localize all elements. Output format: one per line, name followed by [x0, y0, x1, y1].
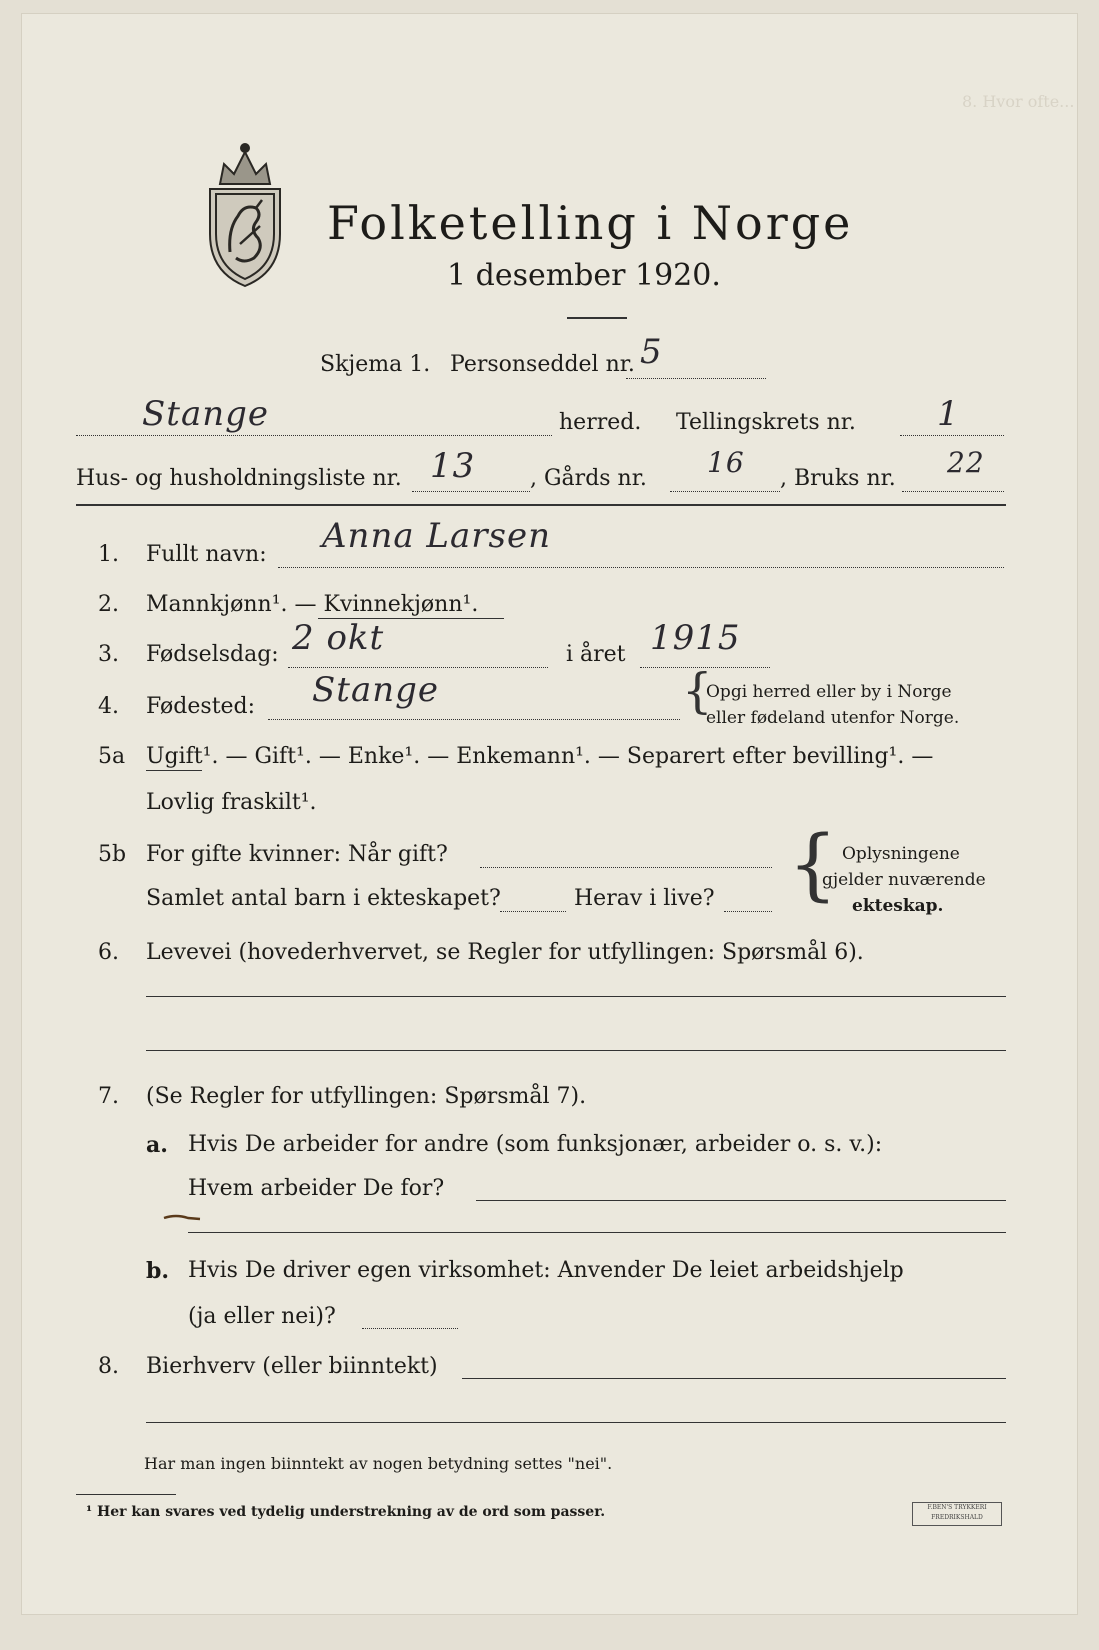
q7a-line-1: Hvis De arbeider for andre (som funksjonær, arbeider o. s. v.):: [188, 1132, 883, 1157]
q6-number: 6.: [98, 940, 119, 965]
q3-number: 3.: [98, 642, 119, 667]
q5b-label-3: Herav i live?: [574, 886, 715, 911]
printer-stamp-line-2: FREDRIKSHALD: [931, 1514, 983, 1521]
footer-note: Har man ingen biinntekt av nogen betydning settes "nei".: [144, 1454, 613, 1473]
krets-value[interactable]: 1: [937, 394, 960, 434]
q4-note-1: Opgi herred eller by i Norge: [706, 682, 952, 702]
q3-line: [288, 667, 548, 668]
q7-number: 7.: [98, 1084, 119, 1109]
q3-year-value[interactable]: 1915: [650, 618, 741, 658]
q4-label: Fødested:: [146, 694, 256, 719]
form-title: Folketelling i Norge: [327, 196, 854, 250]
gards-value[interactable]: 16: [707, 446, 745, 479]
q5b-line-2: [500, 911, 566, 912]
q4-number: 4.: [98, 694, 119, 719]
q6-line-2: [146, 1050, 1006, 1051]
krets-line: [900, 435, 1004, 436]
person-no-line: [626, 378, 766, 379]
q7b-answer-line: [362, 1328, 458, 1329]
q5b-line-1: [480, 867, 772, 868]
q3-label: Fødselsdag:: [146, 642, 279, 667]
q7b-line-2: (ja eller nei)?: [188, 1304, 336, 1329]
coat-of-arms-icon: [200, 134, 290, 294]
q7a-answer-line-2: [188, 1232, 1006, 1233]
q5a-number: 5a: [98, 744, 126, 769]
q1-line: [278, 567, 1004, 568]
q8-answer-line-2: [146, 1422, 1006, 1423]
q5b-number: 5b: [98, 842, 127, 867]
q1-label: Fullt navn:: [146, 542, 267, 567]
person-no-label: Personseddel nr.: [450, 352, 635, 377]
q5a-ugift-underline: [146, 770, 202, 771]
krets-label: Tellingskrets nr.: [676, 410, 856, 435]
q8-answer-line-1: [462, 1378, 1006, 1379]
q6-label: Levevei (hovederhvervet, se Regler for utfyllingen: Spørsmål 6).: [146, 940, 864, 965]
q6-line-1: [146, 996, 1006, 997]
q7a-number: a.: [146, 1132, 168, 1158]
q5b-note-2: gjelder nuværende: [822, 870, 986, 890]
printer-stamp-line-1: F.BEN'S TRYKKERI: [927, 1504, 987, 1511]
q1-value[interactable]: Anna Larsen: [322, 516, 551, 556]
q7a-answer-line-1: [476, 1200, 1006, 1201]
q5b-line-3: [724, 911, 772, 912]
census-date: 1 desember 1920.: [447, 258, 721, 293]
hus-label: Hus- og husholdningsliste nr.: [76, 466, 402, 491]
place-line: [76, 435, 552, 436]
hus-value[interactable]: 13: [430, 446, 476, 486]
q7b-number: b.: [146, 1258, 170, 1284]
header-separator: [76, 504, 1006, 506]
q7-label: (Se Regler for utfyllingen: Spørsmål 7).: [146, 1084, 587, 1109]
q7a-line-2: Hvem arbeider De for?: [188, 1176, 445, 1201]
q5b-brace: {: [788, 820, 838, 910]
bruks-line: [902, 491, 1004, 492]
title-rule: [567, 317, 627, 319]
hus-line: [412, 491, 530, 492]
q4-note-2: eller fødeland utenfor Norge.: [706, 708, 960, 728]
bleed-through-text: 8. Hvor ofte...: [962, 92, 1075, 111]
q5b-label-1: For gifte kvinner: Når gift?: [146, 842, 448, 867]
q5a-line-1: Ugift¹. — Gift¹. — Enke¹. — Enkemann¹. — Separert efter bevilling¹. —: [146, 744, 934, 769]
bruks-value[interactable]: 22: [947, 446, 985, 479]
q8-number: 8.: [98, 1354, 119, 1379]
form-prefix: Skjema 1.: [320, 352, 431, 377]
footnote-rule: [76, 1494, 176, 1495]
q2-number: 2.: [98, 592, 119, 617]
q3-year-label: i året: [566, 642, 626, 667]
pencil-dash-mark: [162, 1210, 202, 1224]
gards-line: [670, 491, 780, 492]
q4-value[interactable]: Stange: [312, 670, 440, 710]
q4-brace: {: [682, 663, 713, 719]
q5b-note-1: Oplysningene: [842, 844, 960, 864]
person-no-value[interactable]: 5: [640, 332, 663, 372]
printer-stamp: [912, 1502, 1002, 1526]
census-form-page: [22, 14, 1077, 1614]
q5b-note-3: ekteskap.: [852, 896, 944, 916]
q1-number: 1.: [98, 542, 119, 567]
herred-label: herred.: [559, 410, 642, 435]
place-value[interactable]: Stange: [142, 394, 270, 434]
gards-label: , Gårds nr.: [530, 466, 647, 491]
q7b-line-1: Hvis De driver egen virksomhet: Anvender De leiet arbeidshjelp: [188, 1258, 904, 1283]
q5a-line-2: Lovlig fraskilt¹.: [146, 790, 317, 815]
q4-line: [268, 719, 680, 720]
q5b-label-2: Samlet antal barn i ekteskapet?: [146, 886, 501, 911]
q2-label: Mannkjønn¹. — Kvinnekjønn¹.: [146, 592, 479, 617]
q3-value[interactable]: 2 okt: [292, 618, 385, 658]
bruks-label: , Bruks nr.: [780, 466, 896, 491]
q8-label: Bierhverv (eller biinntekt): [146, 1354, 438, 1379]
footnote: ¹ Her kan svares ved tydelig understrekning av de ord som passer.: [86, 1504, 606, 1520]
